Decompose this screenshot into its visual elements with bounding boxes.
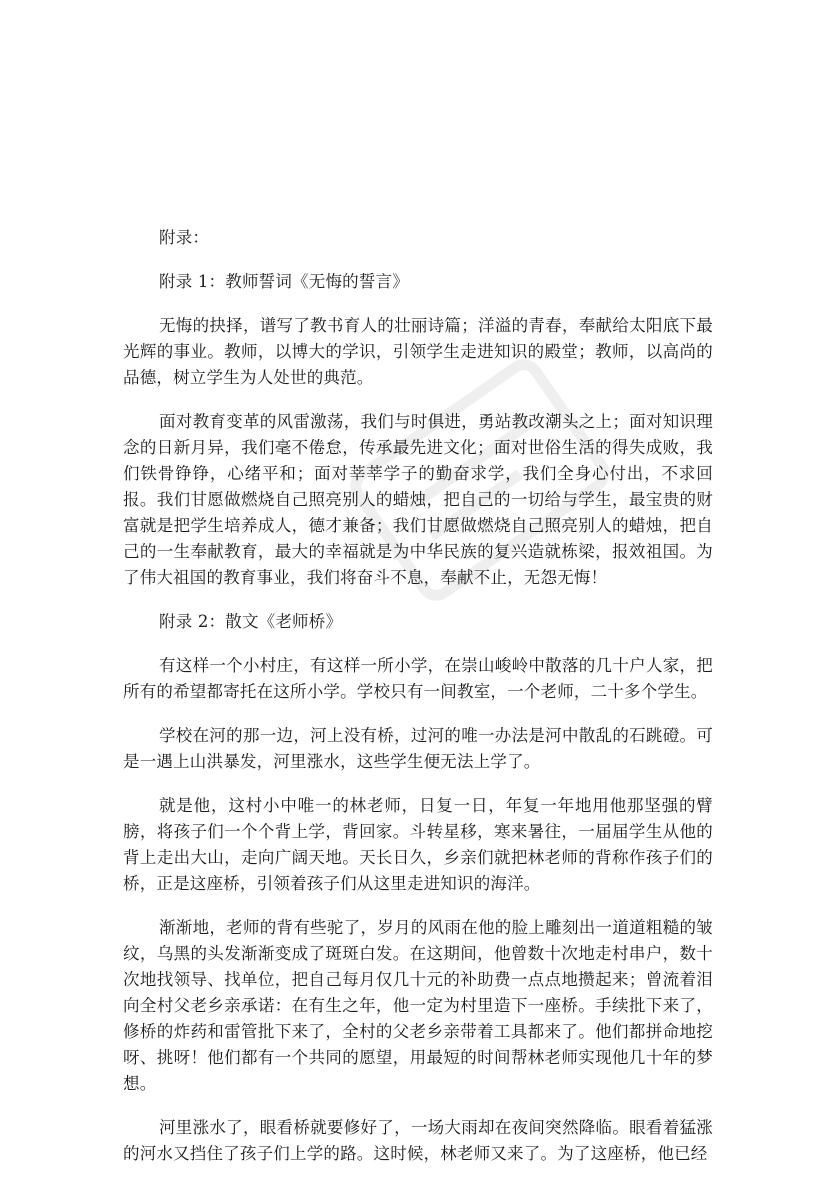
section-2-paragraph: 就是他，这村小中唯一的林老师，日复一日，年复一年地用他那坚强的臂膀，将孩子们一个个背上学，背回家。斗转星移，寒来暑往，一届届学生从他的背上走出大山，走向广阔天地。天长日久，乡亲们就把林老师的背称作孩子们的桥，正是这座桥，引领着孩子们从这里走进知识的海洋。 bbox=[123, 796, 713, 893]
section-1-paragraph: 面对教育变革的风雷激荡，我们与时俱进，勇站教改潮头之上；面对知识理念的日新月异，我们毫不倦怠，传承最先进文化；面对世俗生活的得失成败，我们铁骨铮铮，心绪平和；面对莘莘学子的勤奋求学，我们全身心付出，不求回报。我们甘愿做燃烧自己照亮别人的蜡烛，把自己的一切给与学生，最宝贵的财富就是把学生培养成人，德才兼备；我们甘愿做燃烧自己照亮别人的蜡烛，把自己的一生奉献教育，最大的幸福就是为中华民族的复兴造就栋梁，报效祖国。为了伟大祖国的教育事业，我们将奋斗不息，奉献不止，无怨无悔！ bbox=[123, 412, 713, 587]
section-1-paragraph: 无悔的抉择，谱写了教书育人的壮丽诗篇；洋溢的青春，奉献给太阳底下最光辉的事业。教师，以博大的学识，引领学生走进知识的殿堂；教师，以高尚的品德，树立学生为人处世的典范。 bbox=[123, 316, 713, 387]
section-1-heading: 附录 1：教师誓词《无悔的誓言》 bbox=[159, 272, 409, 291]
document-body bbox=[123, 225, 713, 1185]
section-2-paragraph: 渐渐地，老师的背有些驼了，岁月的风雨在他的脸上雕刻出一道道粗糙的皱纹，乌黑的头发渐渐变成了斑斑白发。在这期间，他曾数十次地走村串户，数十次地找领导、找单位，把自己每月仅几十元的补助费一点点地攒起来；曾流着泪向全村父老乡亲承诺：在有生之年，他一定为村里造下一座桥。手续批下来了，修桥的炸药和雷管批下来了，全村的父老乡亲带着工具都来了。他们都拼命地挖呀、挑呀！他们都有一个共同的愿望，用最短的时间帮林老师实现他几十年的梦想。 bbox=[123, 918, 713, 1093]
appendix-title: 附录： bbox=[159, 228, 210, 247]
section-2-heading: 附录 2：散文《老师桥》 bbox=[159, 612, 343, 631]
section-2-paragraph: 有这样一个小村庄，有这样一所小学，在崇山峻岭中散落的几十户人家，把所有的希望都寄托在这所小学。学校只有一间教室，一个老师，二十多个学生。 bbox=[123, 656, 713, 701]
section-2-paragraph: 学校在河的那一边，河上没有桥，过河的唯一办法是河中散乱的石跳磴。可是一遇上山洪暴发，河里涨水，这些学生便无法上学了。 bbox=[123, 726, 713, 771]
section-2-paragraph: 河里涨水了，眼看桥就要修好了，一场大雨却在夜间突然降临。眼看着猛涨的河水又挡住了孩子们上学的路。这时候，林老师又来了。为了这座桥，他已经 bbox=[123, 1118, 713, 1163]
